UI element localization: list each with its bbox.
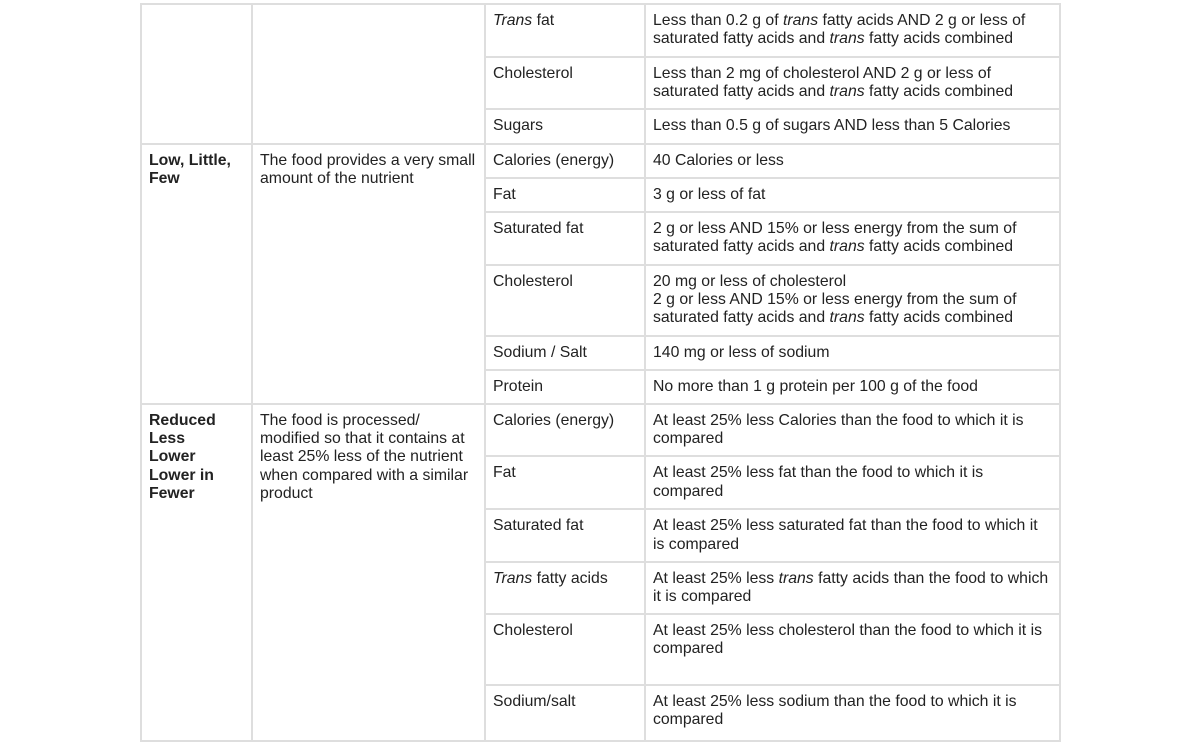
criteria-cell: At least 25% less sodium than the food to which it is compared: [645, 685, 1060, 741]
nutrient-cell: Saturated fat: [485, 509, 645, 561]
nutrient-cell: Protein: [485, 370, 645, 404]
criteria-cell: Less than 0.2 g of trans fatty acids AND 2 g or less of saturated fatty acids and trans fatty acids combined: [645, 4, 1060, 57]
nutrient-cell: Sugars: [485, 109, 645, 143]
criteria-cell: 3 g or less of fat: [645, 178, 1060, 212]
nutrient-cell: Calories (energy): [485, 404, 645, 456]
nutrient-cell: Sodium / Salt: [485, 336, 645, 370]
nutrient-cell: Cholesterol: [485, 57, 645, 109]
criteria-cell: At least 25% less cholesterol than the food to which it is compared: [645, 614, 1060, 685]
nutrient-cell: Cholesterol: [485, 614, 645, 685]
criteria-cell: At least 25% less saturated fat than the food to which it is compared: [645, 509, 1060, 561]
nutrient-cell: Sodium/salt: [485, 685, 645, 741]
meaning-cell: The food is processed/ modified so that it contains at least 25% less of the nutrient when compared with a similar product: [252, 404, 485, 741]
criteria-cell: At least 25% less Calories than the food to which it is compared: [645, 404, 1060, 456]
table-row: [141, 404, 1060, 456]
nutrient-cell: Cholesterol: [485, 265, 645, 336]
nutrient-cell: Fat: [485, 456, 645, 509]
nutrient-cell: Trans fatty acids: [485, 562, 645, 614]
claim-cell: [141, 4, 252, 144]
nutrient-claims-table: [140, 3, 1061, 742]
criteria-cell: 2 g or less AND 15% or less energy from the sum of saturated fatty acids and trans fatty acids combined: [645, 212, 1060, 265]
nutrient-cell: Calories (energy): [485, 144, 645, 178]
criteria-cell: Less than 0.5 g of sugars AND less than 5 Calories: [645, 109, 1060, 143]
criteria-cell: No more than 1 g protein per 100 g of the food: [645, 370, 1060, 404]
meaning-cell: [252, 4, 485, 144]
criteria-cell: At least 25% less trans fatty acids than the food to which it is compared: [645, 562, 1060, 614]
table-row: [141, 144, 1060, 178]
criteria-cell: 40 Calories or less: [645, 144, 1060, 178]
nutrient-cell: Trans fat: [485, 4, 645, 57]
criteria-cell: Less than 2 mg of cholesterol AND 2 g or less of saturated fatty acids and trans fatty acids combined: [645, 57, 1060, 109]
criteria-cell: 20 mg or less of cholesterol 2 g or less AND 15% or less energy from the sum of saturated fatty acids and trans fatty acids combined: [645, 265, 1060, 336]
criteria-cell: 140 mg or less of sodium: [645, 336, 1060, 370]
nutrient-cell: Saturated fat: [485, 212, 645, 265]
meaning-cell: The food provides a very small amount of the nutrient: [252, 144, 485, 404]
criteria-cell: At least 25% less fat than the food to which it is compared: [645, 456, 1060, 509]
claim-cell: Low, Little, Few: [141, 144, 252, 404]
claim-cell: Reduced Less Lower Lower in Fewer: [141, 404, 252, 741]
table-row: [141, 4, 1060, 57]
nutrient-cell: Fat: [485, 178, 645, 212]
